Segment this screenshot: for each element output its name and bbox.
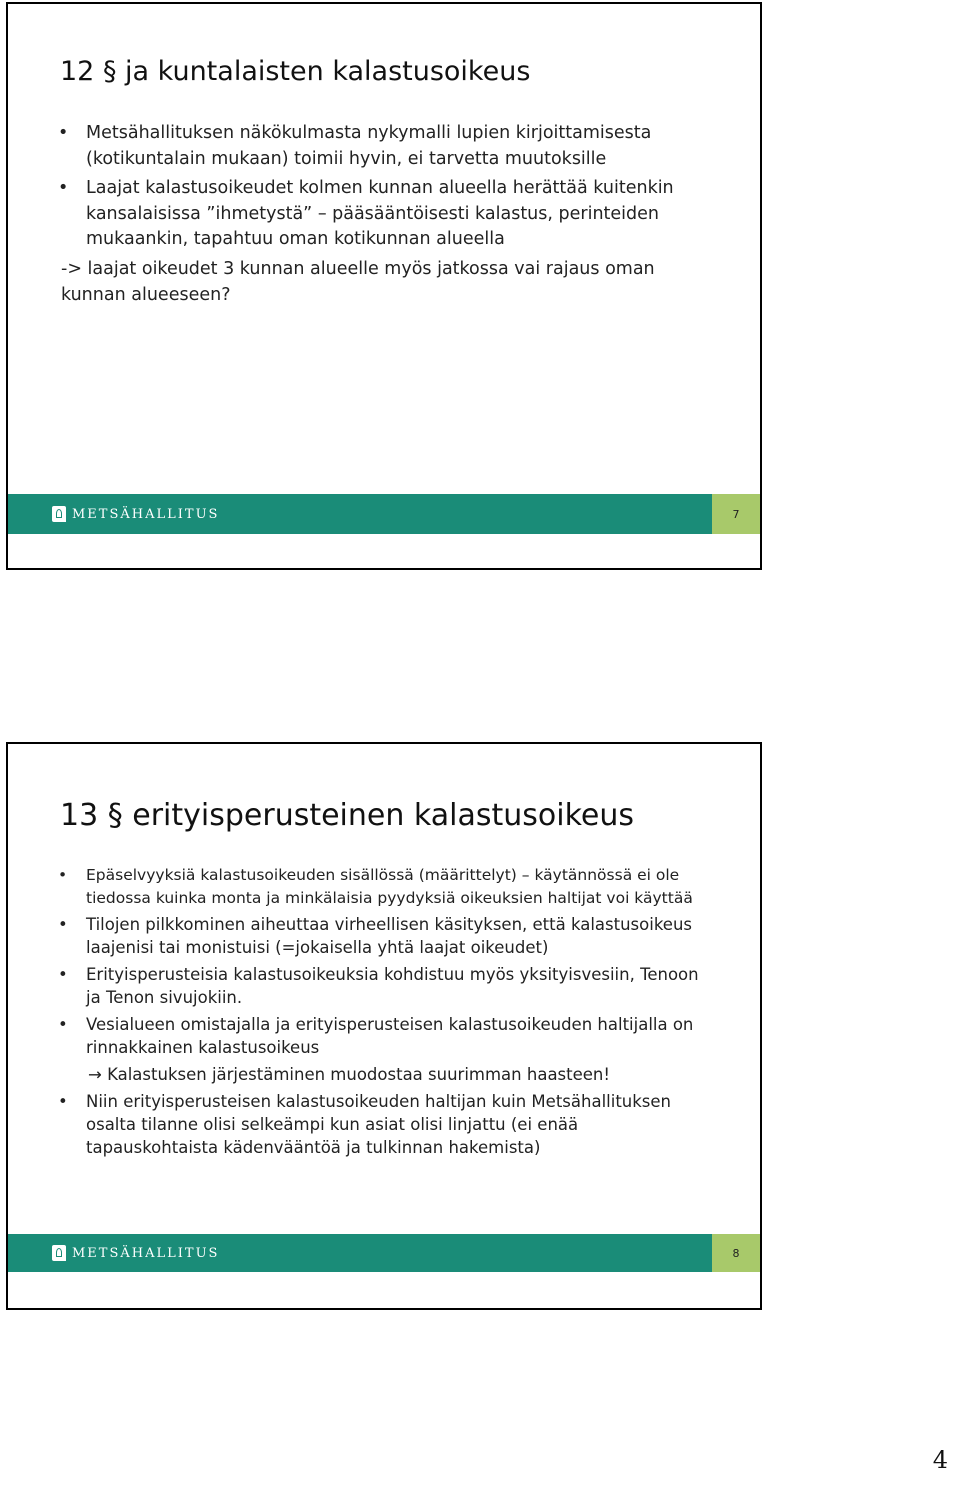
slide-title: 13 § erityisperusteinen kalastusoikeus [60, 798, 634, 833]
footer-brand [8, 1234, 712, 1272]
bullet-item: • Vesialueen omistajalla ja erityisperusteisen kalastusoikeuden haltijalla on rinnakkainen kalastusoikeus [56, 1013, 700, 1059]
arrow-right-icon: → [88, 1065, 102, 1084]
slide-footer [8, 1234, 760, 1272]
bullet-item: • Niin erityisperusteisen kalastusoikeuden haltijan kuin Metsähallituksen osalta tilanne olisi selkeämpi kun asiat olisi linjattu (ei enää tapauskohtaista kädenvääntöä ja tulkinnan hakemista) [56, 1090, 700, 1159]
slide-8 [6, 742, 762, 1310]
bullet-item: • Epäselvyyksiä kalastusoikeuden sisällössä (määrittelyt) – käytännössä ei ole tiedossa kuinka monta ja minkälaisia pyydyksiä oikeuksien haltijat voi käyttää [56, 864, 700, 909]
slide-title: 12 § ja kuntalaisten kalastusoikeus [60, 56, 531, 87]
slide-7 [6, 2, 762, 570]
page-number: 4 [932, 1446, 948, 1474]
arrow-subline [56, 1063, 700, 1086]
footer-brand [8, 494, 712, 534]
metsahallitus-logo-icon [52, 1245, 66, 1261]
logo-text: METSÄHALLITUS [72, 1245, 220, 1261]
bullet-subline: -> laajat oikeudet 3 kunnan alueelle myös jatkossa vai rajaus oman kunnan alueeseen? [61, 258, 655, 305]
arrow-subline-text: Kalastuksen järjestäminen muodostaa suurimman haasteen! [107, 1065, 610, 1084]
metsahallitus-logo-icon [52, 506, 66, 522]
slide-number: 7 [712, 494, 760, 534]
bullet-list [56, 864, 700, 1163]
logo-text: METSÄHALLITUS [72, 506, 220, 522]
bullet-item: • Laajat kalastusoikeudet kolmen kunnan alueella herättää kuitenkin kansalaisissa ”ihmetystä” – pääsääntöisesti kalastus, perinteiden mukaankin, tapahtuu oman kotikunnan alueella [56, 176, 700, 253]
bullet-item: • Erityisperusteisia kalastusoikeuksia kohdistuu myös yksityisvesiin, Tenoon ja Tenon sivujokiin. [56, 963, 700, 1009]
bullet-list [56, 121, 700, 308]
slide-number: 8 [712, 1234, 760, 1272]
bullet-item: • Tilojen pilkkominen aiheuttaa virheellisen käsityksen, että kalastusoikeus laajenisi tai monistuisi (=jokaisella yhtä laajat oikeudet) [56, 913, 700, 959]
bullet-item: • Metsähallituksen näkökulmasta nykymalli lupien kirjoittamisesta (kotikuntalain mukaan) toimii hyvin, ei tarvetta muutoksille [56, 121, 700, 172]
slide-footer [8, 494, 760, 534]
